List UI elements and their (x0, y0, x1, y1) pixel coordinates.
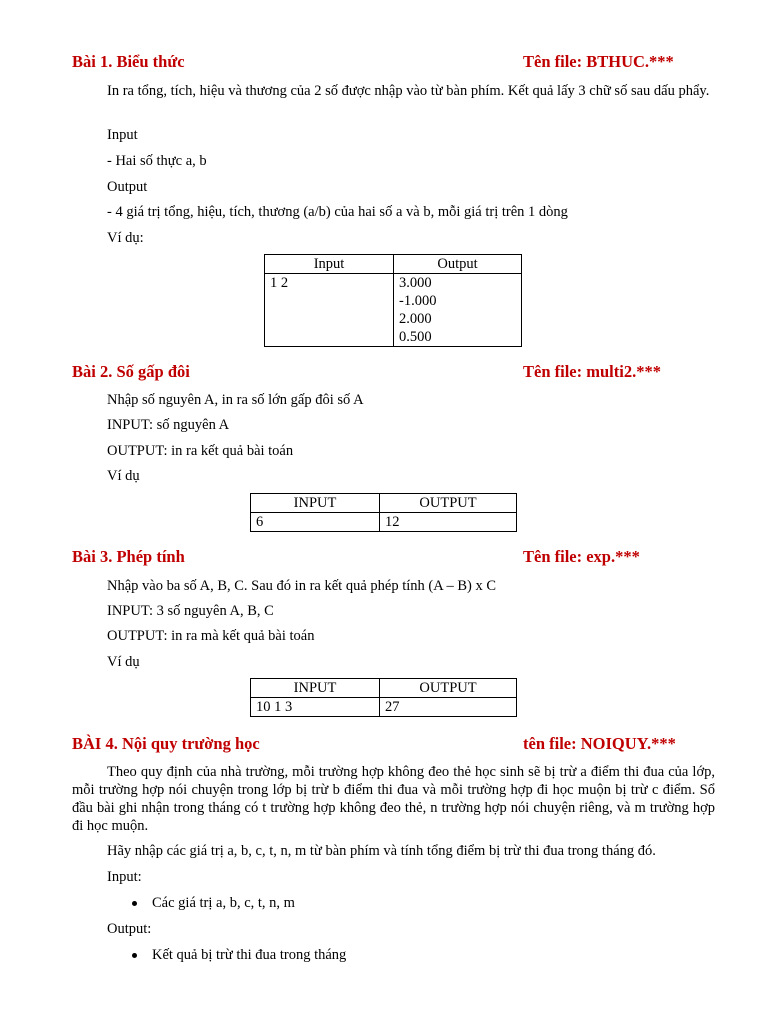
exercise-2-filename: Tên file: multi2.*** (523, 362, 661, 381)
table-header-output: OUTPUT (380, 679, 517, 698)
table-header-input: INPUT (251, 494, 380, 513)
exercise-1-filename: Tên file: BTHUC.*** (523, 52, 674, 71)
exercise-1-title: Bài 1. Biểu thức (72, 52, 185, 71)
exercise-4-title: BÀI 4. Nội quy trường học (72, 734, 260, 753)
table-cell-input: 1 2 (265, 274, 394, 347)
table-cell-output (394, 274, 522, 347)
exercise-4-output-label: Output: (107, 921, 152, 937)
table-row (265, 274, 522, 347)
exercise-4-heading (72, 734, 722, 754)
output-line: 0.500 (399, 329, 432, 345)
exercise-2-example-label: Ví dụ (107, 468, 140, 484)
exercise-3-description: Nhập vào ba số A, B, C. Sau đó in ra kết quả phép tính (A – B) x C (107, 578, 497, 594)
output-line: -1.000 (399, 293, 437, 309)
exercise-3-title: Bài 3. Phép tính (72, 547, 185, 566)
exercise-3-input-line: INPUT: 3 số nguyên A, B, C (107, 603, 274, 619)
exercise-4-description: Theo quy định của nhà trường, mỗi trường hợp không đeo thẻ học sinh sẽ bị trừ a điểm thi đua của lớp, mỗi trường hợp nói chuyện trong lớp bị trừ b điểm thi đua và mỗi trường hợp đi học muộn bị trừ c điểm. Sổ đầu bài ghi nhận trong tháng có t trường hợp không đeo thẻ, n trường hợp nói chuyện riêng, và m trường hợp đi học muộn. (72, 764, 715, 834)
exercise-1-input-desc: - Hai số thực a, b (107, 153, 207, 169)
exercise-2-example-table (250, 493, 517, 532)
table-header-input: Input (265, 255, 394, 274)
exercise-3-example-table (250, 678, 517, 717)
table-cell-input: 10 1 3 (251, 698, 380, 717)
exercise-1-output-label: Output (107, 179, 148, 195)
exercise-1-output-desc: - 4 giá trị tổng, hiệu, tích, thương (a/b) của hai số a và b, mỗi giá trị trên 1 dòng (107, 204, 568, 220)
exercise-2-output-line: OUTPUT: in ra kết quả bài toán (107, 443, 294, 459)
output-line: 2.000 (399, 311, 432, 327)
exercise-2-heading (72, 362, 722, 382)
table-row (251, 698, 517, 717)
exercise-3-example-label: Ví dụ (107, 654, 140, 670)
exercise-2-input-line: INPUT: số nguyên A (107, 417, 230, 433)
table-header-input: INPUT (251, 679, 380, 698)
bullet-icon (132, 901, 137, 906)
table-cell-output: 12 (380, 513, 517, 532)
table-cell-output: 27 (380, 698, 517, 717)
exercise-1-example-label: Ví dụ: (107, 230, 144, 246)
exercise-3-filename: Tên file: exp.*** (523, 547, 640, 566)
exercise-4-output-item: Kết quả bị trừ thi đua trong tháng (152, 947, 347, 963)
output-line: 3.000 (399, 275, 432, 291)
exercise-2-description: Nhập số nguyên A, in ra số lớn gấp đôi số A (107, 392, 364, 408)
exercise-4-task: Hãy nhập các giá trị a, b, c, t, n, m từ bàn phím và tính tổng điểm bị trừ thi đua trong tháng đó. (107, 843, 656, 859)
exercise-1-description: In ra tổng, tích, hiệu và thương của 2 số được nhập vào từ bàn phím. Kết quả lấy 3 chữ số sau dấu phẩy. (107, 83, 710, 99)
exercise-1-input-label: Input (107, 127, 138, 143)
table-header-output: OUTPUT (380, 494, 517, 513)
table-header-output: Output (394, 255, 522, 274)
exercise-2-title: Bài 2. Số gấp đôi (72, 362, 190, 381)
exercise-4-input-item: Các giá trị a, b, c, t, n, m (152, 895, 295, 911)
exercise-1-example-table (264, 254, 522, 347)
exercise-4-filename: tên file: NOIQUY.*** (523, 734, 676, 753)
bullet-icon (132, 953, 137, 958)
exercise-1-heading (72, 52, 722, 72)
exercise-3-output-line: OUTPUT: in ra mà kết quả bài toán (107, 628, 315, 644)
exercise-4-input-label: Input: (107, 869, 142, 885)
exercise-3-heading (72, 547, 722, 567)
table-row (251, 513, 517, 532)
table-cell-input: 6 (251, 513, 380, 532)
